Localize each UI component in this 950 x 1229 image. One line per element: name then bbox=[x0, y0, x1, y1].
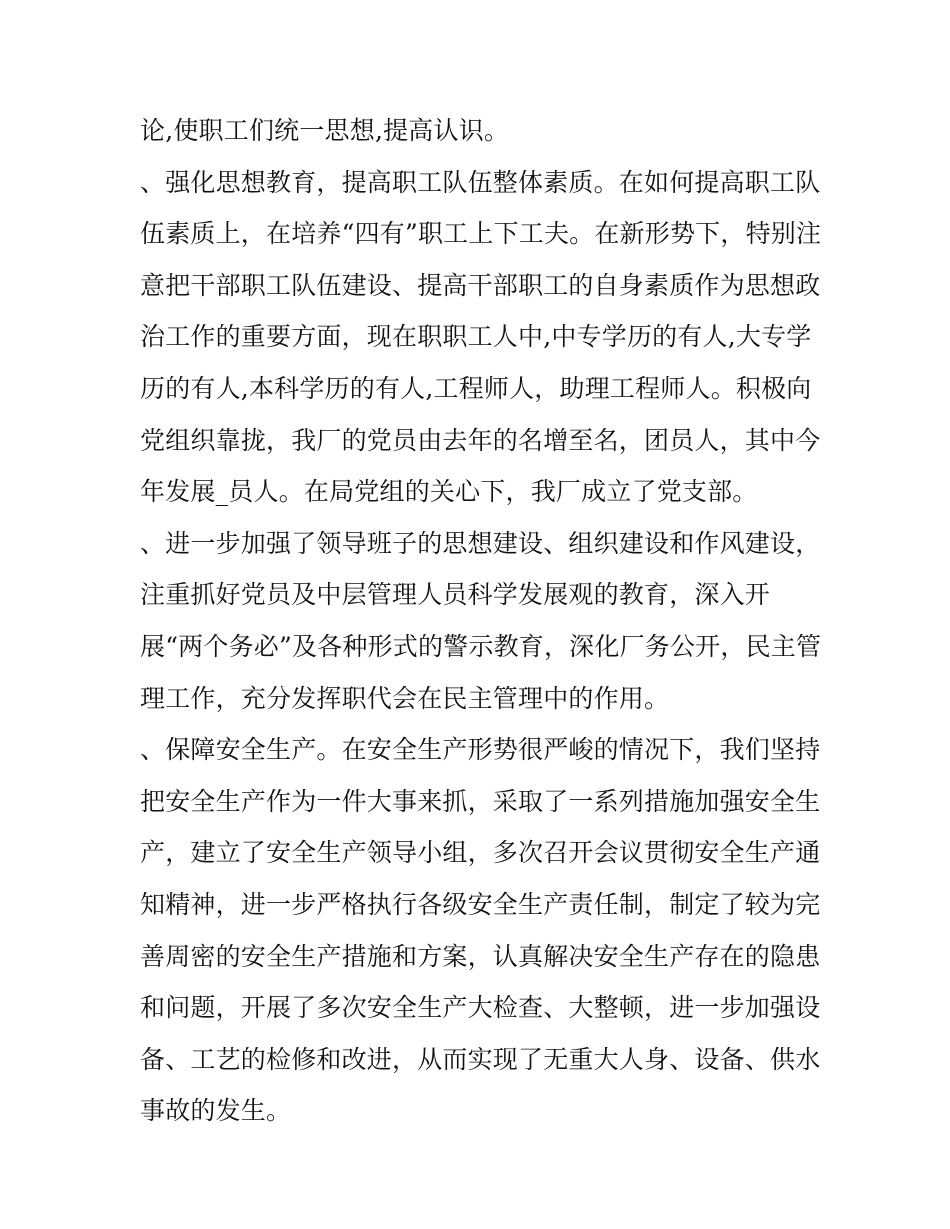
text-line: 和问题，开展了多次安全生产大检查、大整顿，进一步加强设 bbox=[140, 993, 821, 1023]
text-line: 备、工艺的检修和改进，从而实现了无重大人身、设备、供水 bbox=[140, 1044, 821, 1074]
text-line: 意把干部职工队伍建设、提高干部职工的自身素质作为思想政 bbox=[140, 270, 821, 300]
text-line: 、保障安全生产。在安全生产形势很严峻的情况下，我们坚持 bbox=[140, 735, 821, 765]
text-line: 把安全生产作为一件大事来抓，采取了一系列措施加强安全生 bbox=[140, 786, 821, 816]
text-line: 年发展_员人。在局党组的关心下，我厂成立了党支部。 bbox=[140, 477, 758, 507]
text-line: 伍素质上，在培养“四有”职工上下工夫。在新形势下，特别注 bbox=[140, 219, 822, 249]
text-line: 、强化思想教育，提高职工队伍整体素质。在如何提高职工队 bbox=[140, 167, 821, 197]
text-line: 知精神，进一步严格执行各级安全生产责任制，制定了较为完 bbox=[140, 889, 821, 919]
text-line: 事故的发生。 bbox=[140, 1096, 292, 1126]
text-line: 治工作的重要方面，现在职职工人中,中专学历的有人,大专学 bbox=[140, 322, 812, 352]
text-line: 善周密的安全生产措施和方案，认真解决安全生产存在的隐患 bbox=[140, 941, 821, 971]
text-line: 论,使职工们统一思想,提高认识。 bbox=[140, 116, 510, 145]
text-line: 产，建立了安全生产领导小组，多次召开会议贯彻安全生产通 bbox=[140, 838, 821, 868]
text-line: 理工作，充分发挥职代会在民主管理中的作用。 bbox=[140, 683, 670, 713]
body-text bbox=[140, 105, 820, 1137]
text-line: 历的有人,本科学历的有人,工程师人，助理工程师人。积极向 bbox=[140, 373, 812, 403]
text-line: 注重抓好党员及中层管理人员科学发展观的教育，深入开 bbox=[140, 580, 771, 610]
text-line: 党组织靠拢，我厂的党员由去年的名增至名，团员人，其中今 bbox=[140, 425, 821, 455]
text-line: 展“两个务必”及各种形式的警示教育，深化厂务公开，民主管 bbox=[140, 631, 822, 661]
text-line: 、进一步加强了领导班子的思想建设、组织建设和作风建设， bbox=[140, 528, 821, 558]
